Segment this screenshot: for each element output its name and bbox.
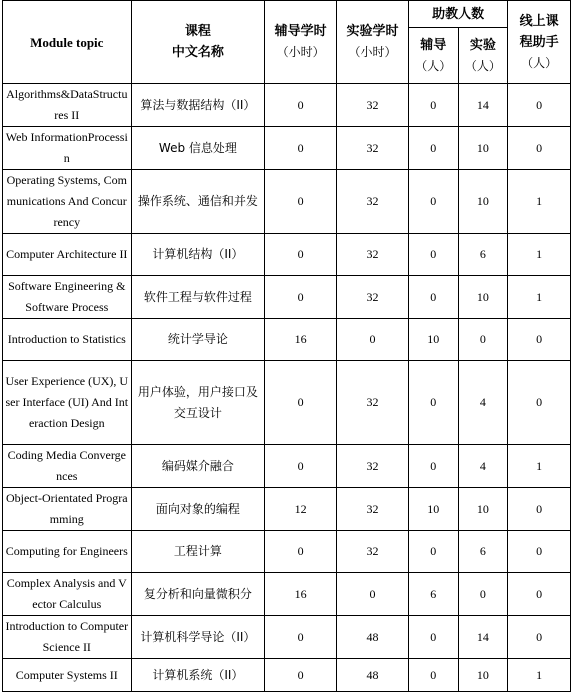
ta-lab-cell: 10	[458, 659, 508, 692]
tutorial-hours-cell: 0	[265, 361, 337, 445]
lab-hours-cell: 48	[337, 616, 409, 659]
table-body	[3, 84, 571, 692]
header-module-topic: Module topic	[3, 1, 132, 84]
table-row	[3, 127, 571, 170]
online-assistant-cell: 1	[508, 445, 571, 488]
header-lab-hours: 实验学时 （小时）	[337, 1, 409, 84]
course-cn-cell: 复分析和向量微积分	[131, 573, 265, 616]
module-topic-cell: Coding Media Convergences	[3, 445, 132, 488]
lab-hours-cell: 32	[337, 361, 409, 445]
online-assistant-cell: 0	[508, 573, 571, 616]
course-cn-cell: 用户体验，用户接口及交互设计	[131, 361, 265, 445]
ta-tutorial-cell: 10	[408, 488, 458, 531]
online-assistant-cell: 1	[508, 659, 571, 692]
module-topic-cell: Computer Architecture II	[3, 234, 132, 276]
course-cn-cell: 计算机结构（II）	[131, 234, 265, 276]
ta-lab-cell: 14	[458, 84, 508, 127]
online-assistant-cell: 0	[508, 616, 571, 659]
module-topic-cell: Algorithms&DataStructures II	[3, 84, 132, 127]
header-course-cn-name: 课程 中文名称	[131, 1, 265, 84]
header-ta-tutorial: 辅导 （人）	[408, 28, 458, 84]
ta-lab-cell: 10	[458, 127, 508, 170]
ta-tutorial-cell: 0	[408, 531, 458, 573]
module-topic-cell: Operating Systems, Communications And Concurrency	[3, 170, 132, 234]
lab-hours-cell: 32	[337, 488, 409, 531]
lab-hours-cell: 32	[337, 531, 409, 573]
module-topic-cell: Web InformationProcessin	[3, 127, 132, 170]
tutorial-hours-cell: 16	[265, 319, 337, 361]
course-cn-cell: 工程计算	[131, 531, 265, 573]
table-header	[3, 1, 571, 84]
course-cn-cell: 算法与数据结构（II）	[131, 84, 265, 127]
ta-lab-cell: 4	[458, 445, 508, 488]
online-assistant-cell: 0	[508, 127, 571, 170]
lab-hours-cell: 32	[337, 234, 409, 276]
ta-tutorial-cell: 0	[408, 361, 458, 445]
lab-hours-cell: 0	[337, 573, 409, 616]
table-row	[3, 531, 571, 573]
module-topic-cell: User Experience (UX), User Interface (UI) And Interaction Design	[3, 361, 132, 445]
tutorial-hours-cell: 0	[265, 127, 337, 170]
table-row	[3, 170, 571, 234]
ta-tutorial-cell: 0	[408, 276, 458, 319]
ta-lab-cell: 14	[458, 616, 508, 659]
course-cn-cell: 计算机科学导论（II）	[131, 616, 265, 659]
ta-lab-cell: 0	[458, 573, 508, 616]
online-assistant-cell: 1	[508, 170, 571, 234]
header-online-assistant: 线上课 程助手 （人）	[508, 1, 571, 84]
tutorial-hours-cell: 0	[265, 276, 337, 319]
course-cn-cell: Web 信息处理	[131, 127, 265, 170]
ta-tutorial-cell: 0	[408, 445, 458, 488]
module-topic-cell: Computer Systems II	[3, 659, 132, 692]
ta-lab-cell: 0	[458, 319, 508, 361]
online-assistant-cell: 0	[508, 361, 571, 445]
lab-hours-cell: 0	[337, 319, 409, 361]
module-topic-cell: Object-Orientated Programming	[3, 488, 132, 531]
ta-tutorial-cell: 0	[408, 234, 458, 276]
ta-tutorial-cell: 0	[408, 170, 458, 234]
course-cn-cell: 计算机系统（II）	[131, 659, 265, 692]
course-cn-cell: 面向对象的编程	[131, 488, 265, 531]
module-topic-cell: Software Engineering & Software Process	[3, 276, 132, 319]
table-row	[3, 84, 571, 127]
tutorial-hours-cell: 16	[265, 573, 337, 616]
ta-tutorial-cell: 6	[408, 573, 458, 616]
tutorial-hours-cell: 0	[265, 445, 337, 488]
ta-lab-cell: 10	[458, 488, 508, 531]
tutorial-hours-cell: 0	[265, 531, 337, 573]
online-assistant-cell: 0	[508, 488, 571, 531]
lab-hours-cell: 32	[337, 84, 409, 127]
table-row	[3, 573, 571, 616]
online-assistant-cell: 0	[508, 84, 571, 127]
ta-lab-cell: 4	[458, 361, 508, 445]
tutorial-hours-cell: 0	[265, 234, 337, 276]
table-row	[3, 319, 571, 361]
ta-tutorial-cell: 10	[408, 319, 458, 361]
course-cn-cell: 统计学导论	[131, 319, 265, 361]
online-assistant-cell: 0	[508, 531, 571, 573]
course-ta-table	[2, 0, 571, 692]
online-assistant-cell: 0	[508, 319, 571, 361]
module-topic-cell: Introduction to Computer Science II	[3, 616, 132, 659]
table-row	[3, 616, 571, 659]
lab-hours-cell: 32	[337, 445, 409, 488]
ta-tutorial-cell: 0	[408, 127, 458, 170]
ta-tutorial-cell: 0	[408, 616, 458, 659]
module-topic-cell: Complex Analysis and Vector Calculus	[3, 573, 132, 616]
lab-hours-cell: 48	[337, 659, 409, 692]
course-cn-cell: 编码媒介融合	[131, 445, 265, 488]
table-row	[3, 445, 571, 488]
tutorial-hours-cell: 0	[265, 659, 337, 692]
table-row	[3, 488, 571, 531]
table-row	[3, 361, 571, 445]
header-tutorial-hours: 辅导学时 （小时）	[265, 1, 337, 84]
ta-tutorial-cell: 0	[408, 659, 458, 692]
tutorial-hours-cell: 0	[265, 170, 337, 234]
lab-hours-cell: 32	[337, 127, 409, 170]
tutorial-hours-cell: 0	[265, 84, 337, 127]
table-row	[3, 276, 571, 319]
tutorial-hours-cell: 0	[265, 616, 337, 659]
module-topic-cell: Introduction to Statistics	[3, 319, 132, 361]
ta-lab-cell: 10	[458, 276, 508, 319]
module-topic-cell: Computing for Engineers	[3, 531, 132, 573]
header-ta-lab: 实验 （人）	[458, 28, 508, 84]
ta-tutorial-cell: 0	[408, 84, 458, 127]
ta-lab-cell: 6	[458, 531, 508, 573]
lab-hours-cell: 32	[337, 170, 409, 234]
table-row	[3, 234, 571, 276]
course-cn-cell: 操作系统、通信和并发	[131, 170, 265, 234]
ta-lab-cell: 6	[458, 234, 508, 276]
lab-hours-cell: 32	[337, 276, 409, 319]
table-row	[3, 659, 571, 692]
ta-lab-cell: 10	[458, 170, 508, 234]
tutorial-hours-cell: 12	[265, 488, 337, 531]
online-assistant-cell: 1	[508, 276, 571, 319]
course-cn-cell: 软件工程与软件过程	[131, 276, 265, 319]
online-assistant-cell: 1	[508, 234, 571, 276]
header-ta-count: 助教人数	[408, 1, 507, 28]
